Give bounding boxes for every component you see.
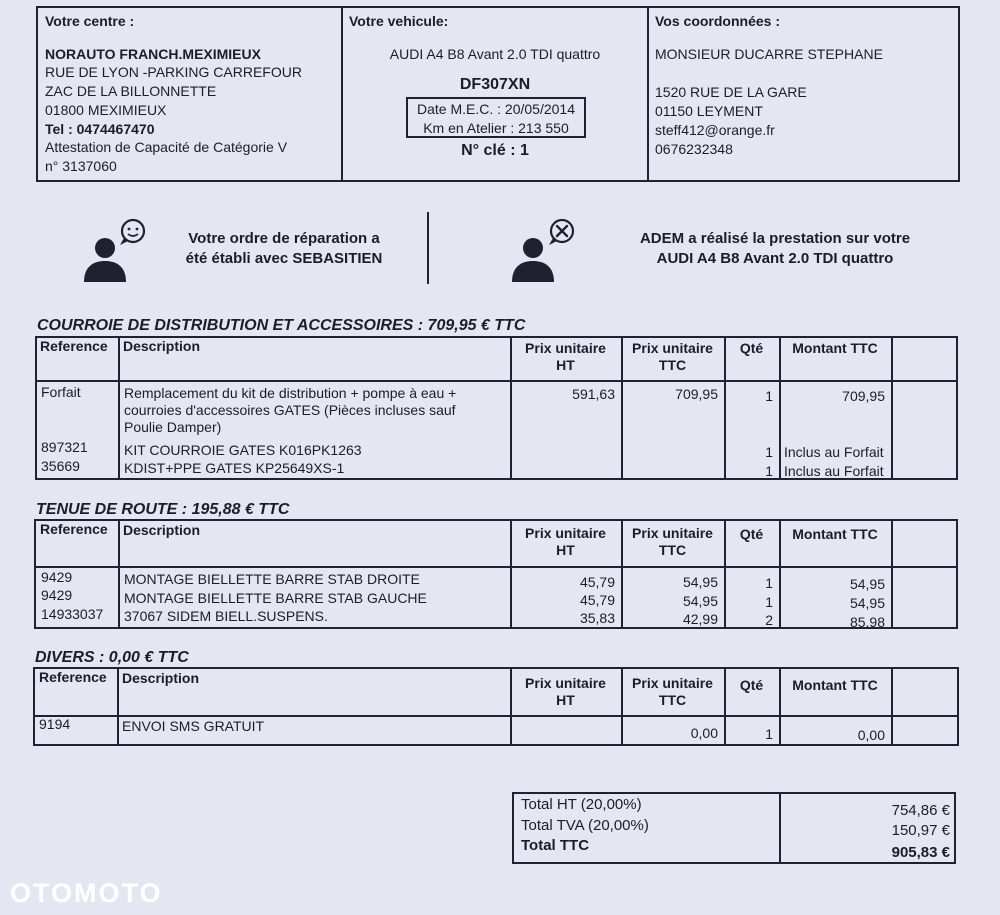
row-reference: 9429 [41, 569, 73, 585]
row-reference: 9194 [39, 716, 71, 732]
row-amount: 709,95 [842, 388, 885, 404]
client-email: steff412@orange.fr [655, 122, 775, 138]
person-chat-icon [78, 216, 150, 288]
row-qty: 1 [765, 388, 773, 404]
row-amount: 54,95 [849, 576, 885, 592]
col-header-amount: Montant TTC [792, 677, 878, 693]
col-header-line: TTC [658, 542, 687, 558]
row-price-ttc: 54,95 [682, 593, 718, 609]
repair-order-line: été établi avec SEBASITIEN [185, 250, 383, 267]
col-header-description: Description [123, 522, 201, 538]
row-price-ht: 45,79 [579, 592, 615, 608]
client-address: 1520 RUE DE LA GARE [655, 84, 807, 100]
row-reference: Forfait [41, 384, 81, 400]
col-header-description: Description [123, 338, 201, 354]
col-rule [117, 667, 119, 746]
vehicle-plate: DF307XN [459, 76, 531, 93]
otomoto-logo: OTOMOTO [10, 878, 163, 908]
repair-order-text [160, 229, 408, 269]
row-qty: 1 [765, 444, 773, 460]
col-header-price-ttc [623, 525, 722, 559]
centre-name: NORAUTO FRANCH.MEXIMIEUX [45, 46, 261, 62]
centre-attestation: Attestation de Capacité de Catégorie V [45, 139, 288, 155]
row-price-ht: 35,83 [579, 610, 615, 626]
centre-city: 01800 MEXIMIEUX [45, 102, 167, 118]
row-description: Poulie Damper) [124, 419, 222, 435]
service-text [590, 229, 960, 269]
vehicle-key: N° clé : 1 [461, 142, 529, 159]
row-amount: Inclus au Forfait [784, 444, 884, 460]
row-price-ttc: 709,95 [675, 386, 718, 402]
col-header-line: Prix unitaire [525, 525, 606, 541]
col-header-reference: Reference [40, 338, 108, 354]
col-header-line: Prix unitaire [632, 675, 713, 691]
col-header-amount: Montant TTC [792, 526, 878, 542]
row-amount: Inclus au Forfait [784, 463, 884, 479]
row-reference: 9429 [41, 587, 73, 603]
row-description: MONTAGE BIELLETTE BARRE STAB GAUCHE [124, 590, 427, 606]
col-rule [891, 519, 893, 629]
section-title: TENUE DE ROUTE : 195,88 € TTC [36, 501, 290, 518]
col-header-reference: Reference [39, 669, 107, 685]
col-header-line: Prix unitaire [525, 675, 606, 691]
row-qty: 1 [765, 594, 773, 610]
row-qty: 1 [765, 463, 773, 479]
col-header-reference: Reference [40, 521, 108, 537]
row-amount: 0,00 [857, 727, 885, 743]
row-price-ttc: 42,99 [682, 611, 718, 627]
client-city: 01150 LEYMENT [655, 103, 763, 119]
col-rule [779, 336, 781, 480]
total-ht-label: Total HT (20,00%) [521, 796, 642, 813]
row-description: ENVOI SMS GRATUIT [122, 718, 265, 734]
person-tools-icon [508, 216, 580, 288]
col-rule [118, 336, 120, 480]
repair-order-line: Votre ordre de réparation a [188, 230, 380, 247]
col-header-qty: Qté [739, 340, 764, 356]
row-description: courroies d'accessoires GATES (Pièces incluses sauf [124, 402, 456, 418]
col-rule [891, 336, 893, 480]
total-tva-label: Total TVA (20,00%) [521, 817, 649, 834]
row-reference: 14933037 [41, 606, 104, 622]
col-header-qty: Qté [739, 677, 764, 693]
header-divider [647, 6, 649, 182]
client-phone: 0676232348 [655, 141, 733, 157]
col-header-price-ht [512, 340, 619, 374]
row-description: Remplacement du kit de distribution + pompe à eau + [124, 385, 457, 401]
col-header-amount: Montant TTC [792, 340, 878, 356]
col-header-price-ht [512, 525, 619, 559]
total-tva-value: 150,97 € [891, 822, 950, 839]
col-header-price-ttc [623, 340, 722, 374]
col-header-line: TTC [658, 357, 687, 373]
info-divider [427, 212, 429, 284]
row-price-ttc: 54,95 [682, 574, 718, 590]
total-ttc-value: 905,83 € [891, 844, 950, 861]
row-description: KDIST+PPE GATES KP25649XS-1 [124, 460, 345, 476]
vehicle-km: Km en Atelier : 213 550 [423, 120, 569, 136]
row-description: 37067 SIDEM BIELL.SUSPENS. [124, 608, 328, 624]
centre-heading: Votre centre : [45, 13, 135, 29]
client-heading: Vos coordonnées : [655, 13, 780, 29]
row-price-ht: 591,63 [572, 386, 615, 402]
vehicle-mec-date: Date M.E.C. : 20/05/2014 [417, 101, 575, 117]
row-reference: 35669 [41, 458, 80, 474]
client-name: MONSIEUR DUCARRE STEPHANE [655, 46, 883, 62]
col-header-line: TTC [658, 692, 687, 708]
col-header-line: Prix unitaire [632, 525, 713, 541]
col-header-line: HT [556, 692, 575, 708]
centre-address: RUE DE LYON -PARKING CARREFOUR [45, 64, 302, 80]
row-price-ht: 45,79 [579, 574, 615, 590]
col-header-line: HT [556, 357, 575, 373]
row-reference: 897321 [41, 439, 88, 455]
col-header-price-ht [512, 675, 619, 709]
section-title: DIVERS : 0,00 € TTC [35, 649, 189, 666]
total-ht-value: 754,86 € [891, 802, 950, 819]
col-header-line: HT [556, 542, 575, 558]
col-header-price-ttc [623, 675, 722, 709]
total-ttc-label: Total TTC [521, 837, 590, 854]
table-header-rule [34, 566, 958, 568]
vehicle-heading: Votre vehicule: [349, 13, 449, 29]
col-header-description: Description [122, 670, 200, 686]
centre-address: ZAC DE LA BILLONNETTE [45, 83, 217, 99]
col-header-line: Prix unitaire [525, 340, 606, 356]
table-header-rule [35, 380, 958, 382]
row-price-ttc: 0,00 [690, 725, 718, 741]
col-rule [891, 667, 893, 746]
col-rule [118, 519, 120, 629]
vehicle-model: AUDI A4 B8 Avant 2.0 TDI quattro [389, 46, 601, 62]
centre-phone: Tel : 0474467470 [45, 121, 155, 137]
service-line: ADEM a réalisé la prestation sur votre [639, 230, 911, 247]
centre-number: n° 3137060 [45, 158, 117, 174]
row-description: KIT COURROIE GATES K016PK1263 [124, 442, 362, 458]
row-amount: 85,98 [849, 614, 885, 630]
section-title: COURROIE DE DISTRIBUTION ET ACCESSOIRES : 709,95 € TTC [37, 317, 526, 334]
row-description: MONTAGE BIELLETTE BARRE STAB DROITE [124, 571, 420, 587]
totals-divider [779, 792, 781, 864]
col-header-qty: Qté [739, 526, 764, 542]
service-line: AUDI A4 B8 Avant 2.0 TDI quattro [656, 250, 894, 267]
col-header-line: Prix unitaire [632, 340, 713, 356]
row-qty: 1 [765, 575, 773, 591]
row-qty: 2 [765, 612, 773, 628]
row-qty: 1 [765, 726, 773, 742]
row-amount: 54,95 [849, 595, 885, 611]
